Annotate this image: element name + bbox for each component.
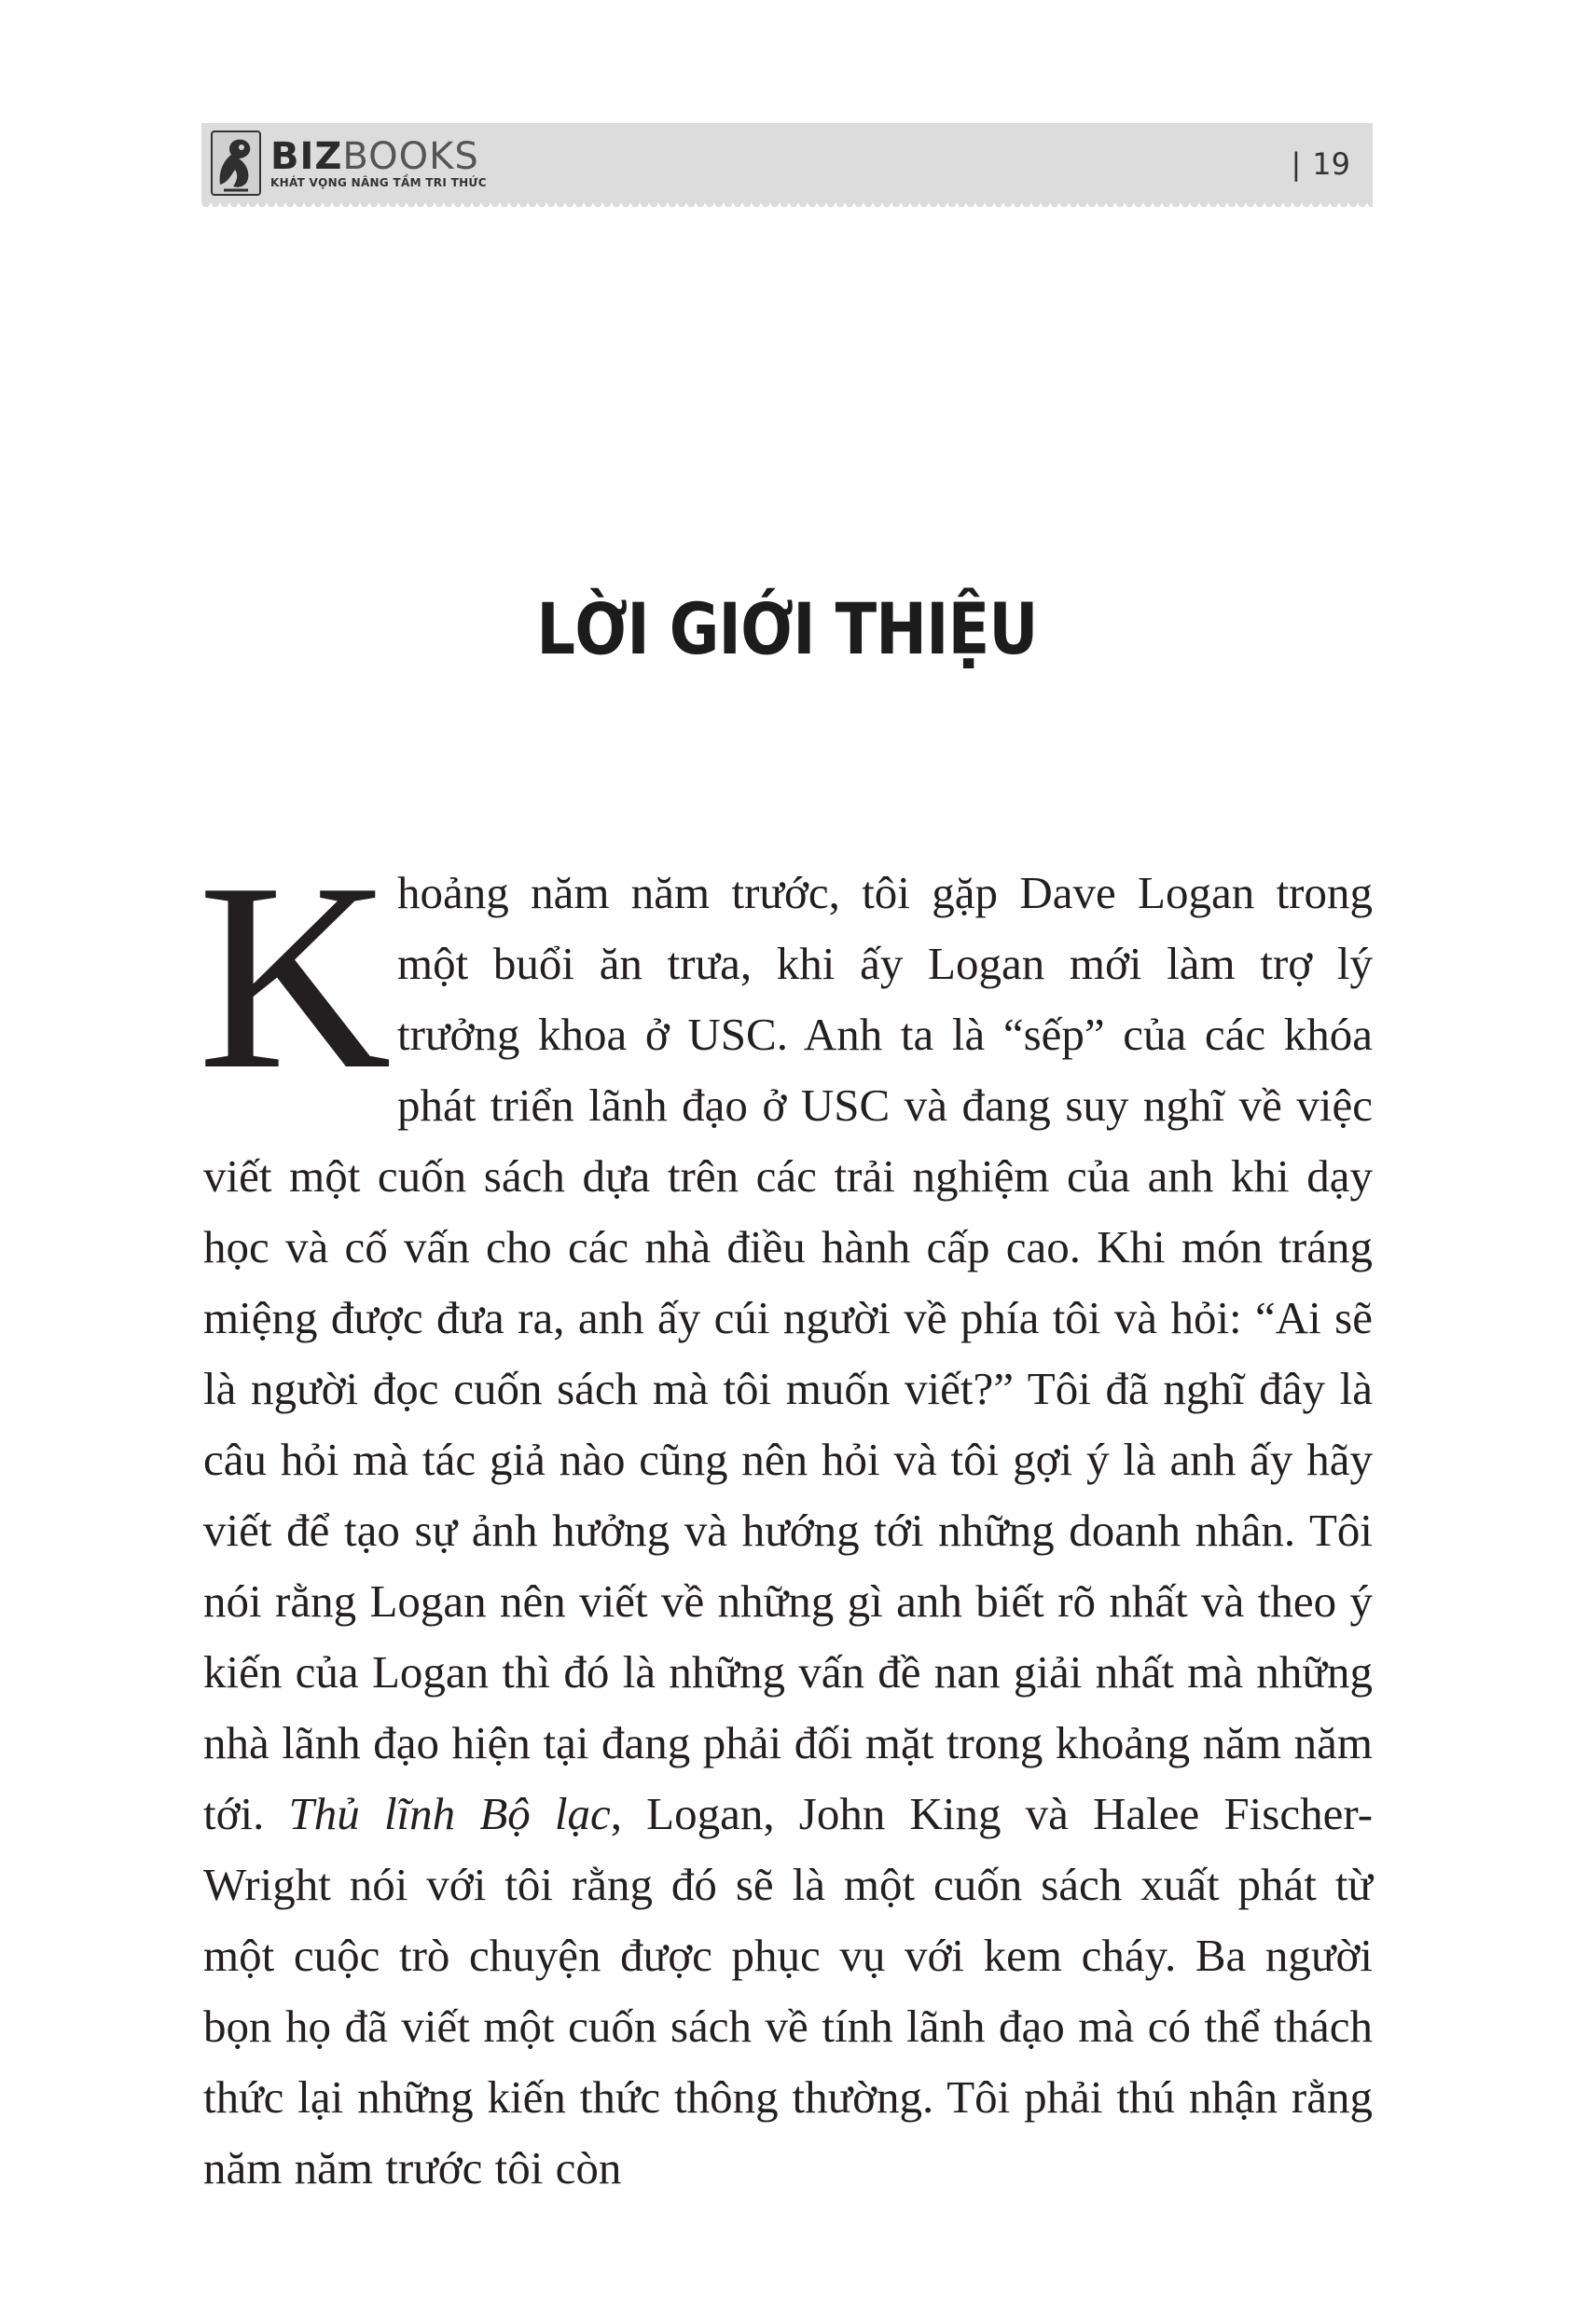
paragraph-text-part1: hoảng năm năm trước, tôi gặp Dave Logan trong một buổi ăn trưa, khi ấy Logan mới làm trợ lý trưởng khoa ở USC. Anh ta là “sếp” của các khóa phát triển lãnh đạo ở USC và đang suy nghĩ về việc viết một cuốn sách dựa trên các trải nghiệm của anh khi dạy học và cố vấn cho các nhà điều hành cấp cao. Khi món tráng miệng được đưa ra, anh ấy cúi người về phía tôi và hỏi: “Ai sẽ là người đọc cuốn sách mà tôi muốn viết?” Tôi đã nghĩ đây là câu hỏi mà tác giả nào cũng nên hỏi và tôi gợi ý là anh ấy hãy viết để tạo sự ảnh hưởng và hướng tới những doanh nhân. Tôi nói rằng Logan nên viết về những gì anh biết rõ nhất và theo ý kiến của Logan thì đó là những vấn đề nan giải nhất mà những nhà lãnh đạo hiện tại đang phải đối mặt trong khoảng năm năm tới. — [203, 867, 1373, 1839]
book-title-italic: Thủ lĩnh Bộ lạc — [288, 1788, 611, 1839]
logo-wordmark — [270, 137, 487, 189]
body-paragraph — [198, 828, 1374, 2204]
drop-cap: K — [198, 828, 392, 1125]
page-separator: | — [1291, 146, 1302, 182]
running-header — [201, 123, 1373, 203]
brand-books: BOOKS — [342, 135, 479, 178]
bizbooks-emblem-icon — [211, 131, 261, 196]
brand-name — [270, 137, 487, 176]
page-number-area — [1292, 145, 1351, 183]
brand-biz: BIZ — [270, 135, 343, 178]
page-number: 19 — [1312, 146, 1350, 182]
brand-tagline: KHÁT VỌNG NÂNG TẦM TRI THỨC — [270, 176, 487, 189]
paragraph-text-part2: , Logan, John King và Halee Fischer-Wright nói với tôi rằng đó sẽ là một cuốn sách xuất phát từ một cuộc trò chuyện được phục vụ với kem cháy. Ba người bọn họ đã viết một cuốn sách về tính lãnh đạo mà có thể thách thức lại những kiến thức thông thường. Tôi phải thú nhận rằng năm năm trước tôi còn — [203, 1788, 1374, 2193]
chapter-title: LỜI GIỚI THIỆU — [536, 587, 1038, 670]
bizbooks-logo — [211, 131, 487, 196]
